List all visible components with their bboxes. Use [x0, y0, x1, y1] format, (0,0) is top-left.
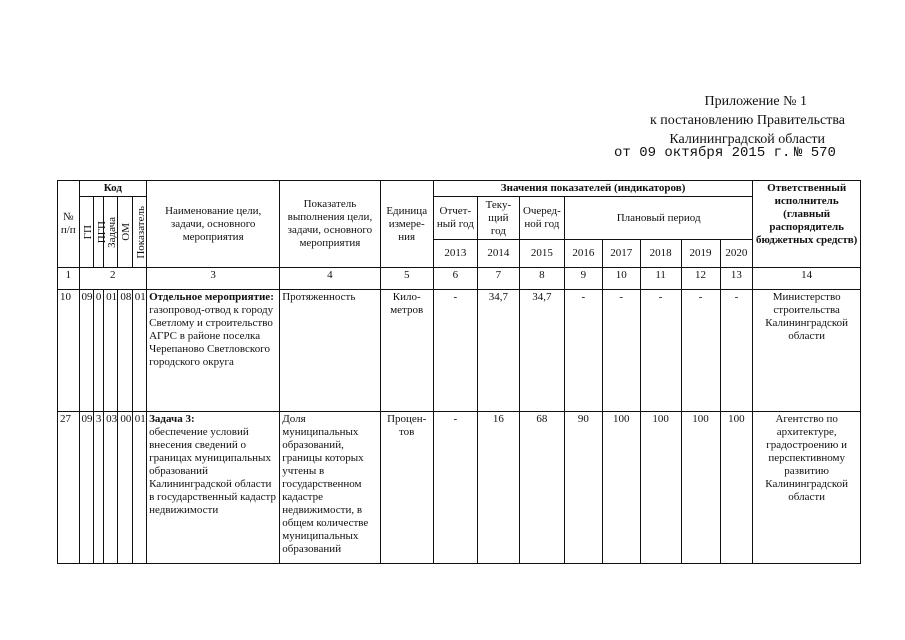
- value-cell: 68: [519, 412, 564, 564]
- code-cell: 03: [104, 412, 118, 564]
- year-cell: 2019: [681, 240, 720, 268]
- code-cell: 3: [93, 412, 103, 564]
- indicators-table: [57, 180, 861, 564]
- value-cell: -: [681, 290, 720, 412]
- col-number: 2: [79, 268, 147, 290]
- code-cell: 01: [104, 290, 118, 412]
- code-cell: 09: [79, 412, 93, 564]
- col-number: 1: [58, 268, 80, 290]
- col-number: 14: [753, 268, 861, 290]
- code-cell: 0: [93, 290, 103, 412]
- row-name-bold: Отдельное мероприятие:: [149, 291, 274, 303]
- row-unit: Кило-метров: [380, 290, 433, 412]
- value-cell: -: [564, 290, 602, 412]
- value-cell: -: [602, 290, 640, 412]
- row-name: [147, 412, 280, 564]
- value-cell: 34,7: [477, 290, 519, 412]
- col-number: 11: [640, 268, 681, 290]
- row-name-text: газопровод-отвод к городу Светлому и строительство АГРС в районе поселка Черепаново Светловского городского округа: [149, 304, 274, 368]
- order-line: [614, 145, 836, 161]
- order-number: № 570: [793, 145, 836, 161]
- table-row: [58, 290, 861, 412]
- table-row: [58, 412, 861, 564]
- col-number: 3: [147, 268, 280, 290]
- col-number: 13: [720, 268, 753, 290]
- row-num: 27: [58, 412, 80, 564]
- value-cell: -: [433, 290, 477, 412]
- code-indicator: Показатель: [134, 205, 147, 259]
- col-name-header: Наименование цели, задачи, основного мероприятия: [147, 181, 280, 268]
- col-code-header: Код: [79, 181, 147, 197]
- col-number: 7: [477, 268, 519, 290]
- order-date: от 09 октября 2015 г.: [614, 145, 791, 161]
- row-name-text: обеспечение условий внесения сведений о границах муниципальных образований Калининградской области в государственный кадастр недвижимости: [149, 426, 276, 516]
- row-name-bold: Задача 3:: [149, 413, 195, 425]
- year-cell: 2013: [433, 240, 477, 268]
- value-cell: -: [720, 290, 753, 412]
- year-cell: 2020: [720, 240, 753, 268]
- row-indicator: Протяженность: [280, 290, 380, 412]
- appendix-title: Приложение № 1: [704, 94, 807, 109]
- col-report-year: Отчет-ный год: [433, 197, 477, 240]
- value-cell: 16: [477, 412, 519, 564]
- value-cell: 34,7: [519, 290, 564, 412]
- col-unit-header: Единица измере-ния: [380, 181, 433, 268]
- value-cell: -: [640, 290, 681, 412]
- value-cell: 100: [640, 412, 681, 564]
- value-cell: 100: [602, 412, 640, 564]
- col-plan-period: Плановый период: [564, 197, 752, 240]
- col-num-header: № п/п: [58, 181, 80, 268]
- code-cell: 00: [118, 412, 132, 564]
- region-line: Калининградской области: [669, 132, 825, 147]
- year-cell: 2018: [640, 240, 681, 268]
- code-gp: ГП: [81, 224, 94, 240]
- col-current-year: Теку-щий год: [477, 197, 519, 240]
- row-indicator: Доля муниципальных образований, границы которых учтены в государственном кадастре недвижимости, в общем количестве муниципальных образований: [280, 412, 380, 564]
- code-cell: 09: [79, 290, 93, 412]
- code-task: Задача: [106, 216, 119, 248]
- year-cell: 2015: [519, 240, 564, 268]
- value-cell: 100: [681, 412, 720, 564]
- year-cell: 2017: [602, 240, 640, 268]
- col-number: 12: [681, 268, 720, 290]
- value-cell: 100: [720, 412, 753, 564]
- row-unit: Процен-тов: [380, 412, 433, 564]
- col-indicator-header: Показатель выполнения цели, задачи, основного мероприятия: [280, 181, 380, 268]
- row-responsible: Агентство по архитектуре, градостроению и перспективному развитию Калининградской области: [753, 412, 861, 564]
- col-values-header: Значения показателей (индикаторов): [433, 181, 753, 197]
- row-num: 10: [58, 290, 80, 412]
- code-pgp: ПГП: [95, 220, 108, 244]
- code-om: ОМ: [120, 223, 133, 241]
- value-cell: 90: [564, 412, 602, 564]
- col-resp-header: Ответственный исполнитель (главный распорядитель бюджетных средств): [753, 181, 861, 268]
- document-header: [650, 92, 845, 149]
- row-responsible: Министерство строительства Калининградской области: [753, 290, 861, 412]
- code-cell: 01: [132, 290, 146, 412]
- col-number: 9: [564, 268, 602, 290]
- resolution-line: к постановлению Правительства: [649, 113, 845, 128]
- col-number: 8: [519, 268, 564, 290]
- col-next-year: Очеред-ной год: [519, 197, 564, 240]
- col-number: 10: [602, 268, 640, 290]
- col-number: 6: [433, 268, 477, 290]
- code-cell: 08: [118, 290, 132, 412]
- row-name: [147, 290, 280, 412]
- code-cell: 01: [132, 412, 146, 564]
- year-cell: 2016: [564, 240, 602, 268]
- col-number: 5: [380, 268, 433, 290]
- year-cell: 2014: [477, 240, 519, 268]
- value-cell: -: [433, 412, 477, 564]
- col-number: 4: [280, 268, 380, 290]
